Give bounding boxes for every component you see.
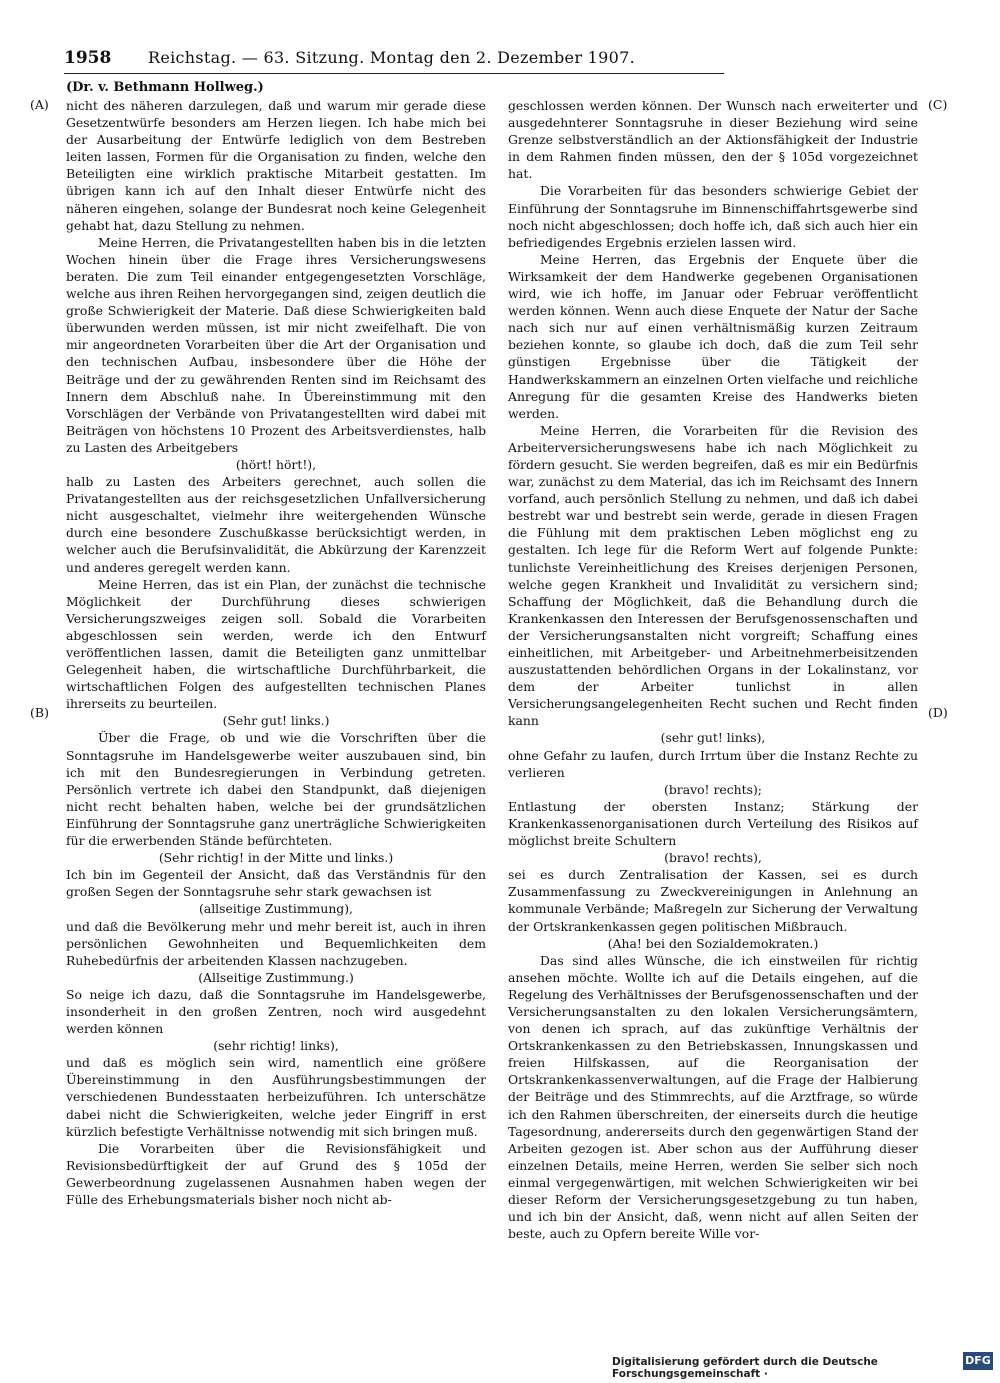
paragraph: und daß die Bevölkerung mehr und mehr bereit ist, auch in ihren persönlichen Gewohnheiten und Bequemlichkeiten dem Ruhebedürfnis der arbeitenden Klassen nachzugeben. (66, 918, 486, 968)
right-column (508, 97, 918, 1242)
paragraph: und daß es möglich sein wird, namentlich eine größere Übereinstimmung in den Ausführungsbestimmungen der verschiedenen Bundesstaaten herbeizuführen. Ich unterschätze dabei nicht die Schwierigkeiten, welche jeder Eingriff in erst kürzlich befestigte Verhältnisse notwendig mit sich bringen muß. (66, 1055, 486, 1139)
paragraph: nicht des näheren darzulegen, daß und warum mir gerade diese Gesetzentwürfe besonders am Herzen liegen. Ich habe mich bei der Ausarbeitung der Entwürfe lediglich von dem Bestreben leiten lassen, Formen für die Organisation zu finden, welche den Beteiligten eine wirklich praktische Mitarbeit gestatten. Im übrigen kann ich auf den Inhalt dieser Entwürfe nicht des näheren eingehen, solange der Bundesrat noch keine Gelegenheit gehabt hat, dazu Stellung zu nehmen. (66, 98, 486, 233)
speaker-label: (Dr. v. Bethmann Hollweg.) (66, 80, 264, 95)
dfg-logo: DFG (963, 1352, 993, 1370)
running-title: Reichstag. — 63. Sitzung. Montag den 2. Dezember 1907. (148, 48, 635, 67)
interjection: (bravo! rechts), (664, 850, 762, 866)
interjection: (sehr gut! links), (660, 730, 766, 746)
paragraph: Meine Herren, die Privatangestellten haben bis in die letzten Wochen hinein über die Frage ihres Versicherungswesens beraten. Die zum Teil einander entgegengesetzten Vorschläge, welche aus ihren Reihen hervorgegangen sind, zeigen deutlich die große Schwierigkeit der Materie. Daß diese Schwierigkeiten bald überwunden werden müssen, ist mir nicht zweifelhaft. Die von mir angeordneten Vorarbeiten über die Art der Organisation und den technischen Aufbau, insbesondere über die Höhe der Beiträge und der zu gewährenden Renten sind im Reichsamt des Innern dem Abschluß nahe. In Übereinstimmung mit den Vorschlägen der Verbände von Privatangestellten wird dabei mit Beiträgen von höchstens 10 Prozent des Arbeitsverdienstes, halb zu Lasten des Arbeitgebers (66, 234, 486, 455)
digitization-credit: Digitalisierung gefördert durch die Deutsche Forschungsgemeinschaft · (612, 1356, 878, 1380)
paragraph: Die Vorarbeiten über die Revisionsfähigkeit und Revisionsbedürftigkeit der auf Grund des § 105d der Gewerbeordnung zugelassenen Ausnahmen haben wegen der Fülle des Erhebungsmaterials bisher noch nicht ab- (66, 1140, 486, 1207)
page-number: 1958 (64, 48, 112, 68)
left-column (66, 97, 486, 1208)
paragraph: Meine Herren, das ist ein Plan, der zunächst die technische Möglichkeit der Durchführung dieses schwierigen Versicherungszweiges zeigen soll. Sobald die Vorarbeiten abgeschlossen sein werden, werde ich den Entwurf veröffentlichen lassen, damit die Beteiligten ganz unmittelbar Gelegenheit haben, die wirtschaftliche Durchführbarkeit, die wirtschaftlichen Folgen des aufgestellten technischen Planes ihrerseits zu beurteilen. (66, 576, 486, 712)
paragraph: Meine Herren, das Ergebnis der Enquete über die Wirksamkeit der dem Handwerke gegebenen Organisationen wird, wie ich hoffe, im Januar oder Februar veröffentlicht werden können. Wenn auch diese Enquete der Natur der Sache nach sich nur auf einen verhältnismäßig kurzen Zeitraum beziehen konnte, so glaube ich doch, daß die zum Teil sehr günstigen Ergebnisse über die Tätigkeit der Handwerkskammern an einzelnen Orten vielfache und reichliche Anregung für die gesamten Kreise des Handwerks bieten werden. (508, 251, 918, 421)
header-rule (64, 73, 724, 74)
margin-marker-b: (B) (30, 705, 49, 720)
paragraph: Über die Frage, ob und wie die Vorschriften über die Sonntagsruhe im Handelsgewerbe weiter auszubauen sind, bin ich mit den Bundesregierungen in Verbindung getreten. Persönlich vertrete ich dabei den Standpunkt, daß diejenigen nicht recht behalten haben, welche bei der grundsätzlichen Einführung der Sonntagsruhe ganz unerträgliche Schwierigkeiten für die erwerbenden Stände befürchteten. (66, 730, 486, 849)
margin-marker-a: (A) (30, 97, 49, 112)
paragraph: Ich bin im Gegenteil der Ansicht, daß das Verständnis für den großen Segen der Sonntagsruhe sehr stark gewachsen ist (66, 867, 486, 900)
paragraph: sei es durch Zentralisation der Kassen, sei es durch Zusammenfassung zu Zweckvereinigungen in Anlehnung an kommunale Verbände; Maßregeln zur Sicherung der Verwaltung der Ortskrankenkassen gegen politischen Mißbrauch. (508, 867, 918, 934)
margin-marker-d: (D) (928, 705, 948, 720)
interjection: (Sehr gut! links.) (222, 713, 330, 729)
paragraph: ohne Gefahr zu laufen, durch Irrtum über die Instanz Rechte zu verlieren (508, 747, 918, 780)
interjection: (hört! hört!), (235, 456, 317, 472)
interjection: (Aha! bei den Sozialdemokraten.) (607, 935, 819, 951)
paragraph: So neige ich dazu, daß die Sonntagsruhe im Handelsgewerbe, insonderheit in den großen Zentren, noch wird ausgedehnt werden können (66, 986, 486, 1037)
paragraph: halb zu Lasten des Arbeiters gerechnet, auch sollen die Privatangestellten aus der reichsgesetzlichen Unfallversicherung nicht ausgeschaltet, vielmehr ihre weitergehenden Wünsche durch eine besondere Zuschußkasse berücksichtigt werden, in welcher auch die Berufsinvalidität, die Abkürzung der Karenzzeit und anderes geregelt werden kann. (66, 474, 486, 575)
paragraph: Die Vorarbeiten für das besonders schwierige Gebiet der Einführung der Sonntagsruhe im Binnenschiffahrtsgewerbe sind noch nicht abgeschlossen; doch hoffe ich, daß sich auch hier ein befriedigendes Ergebnis erzielen lassen wird. (508, 183, 918, 250)
page-header (64, 48, 724, 74)
interjection: (allseitige Zustimmung), (199, 901, 353, 917)
paragraph: Entlastung der obersten Instanz; Stärkung der Krankenkassenorganisationen durch Verteilung des Risikos auf möglichst breite Schultern (508, 798, 918, 849)
interjection: (Allseitige Zustimmung.) (198, 969, 354, 985)
paragraph: Das sind alles Wünsche, die ich einstweilen für richtig ansehen möchte. Wollte ich auf die Details eingehen, auf die Regelung des Verhältnisses der Berufsgenossenschaften und der Versicherungsanstalten zu den lokalen Versicherungsämtern, von denen ich sprach, auf das zukünftige Verhältnis der Ortskrankenkassen zu den Betriebskassen, Innungskassen und freien Hilfskassen, auf die Reorganisation der Ortskrankenkassenverwaltungen, auf die Frage der Halbierung der Beiträge und des Stimmrechts, auf die Arztfrage, so würde ich den Rahmen überschreiten, der einerseits durch die heutige Tagesordnung, andererseits durch den gegenwärtigen Stand der Arbeiten gezogen ist. Aber schon aus der Aufführung dieser einzelnen Details, meine Herren, werden Sie selber sich noch einmal vergegenwärtigen, mit welchen Schwierigkeiten wir bei dieser Reform der Versicherungsgesetzgebung zu tun haben, und ich bin der Ansicht, daß, wenn nicht auf allen Seiten der beste, auch zu Opfern bereite Wille vor- (508, 952, 918, 1242)
margin-marker-c: (C) (928, 97, 948, 112)
paragraph: geschlossen werden können. Der Wunsch nach erweiterter und ausgedehnterer Sonntagsruhe in dieser Beziehung wird seine Grenze selbstverständlich an der Aktionsfähigkeit der Industrie in dem Rahmen finden müssen, den der § 105d vorgezeichnet hat. (508, 98, 918, 182)
interjection: (bravo! rechts); (664, 781, 762, 797)
interjection: (sehr richtig! links), (213, 1038, 339, 1054)
interjection: (Sehr richtig! in der Mitte und links.) (158, 850, 394, 866)
paragraph: Meine Herren, die Vorarbeiten für die Revision des Arbeiterversicherungswesens habe ich nach Möglichkeit zu fördern gesucht. Sie werden begreifen, daß es mir ein Bedürfnis war, zunächst zu dem Material, das ich im Reichsamt des Innern vorfand, auch persönlich Stellung zu nehmen, und daß ich dabei bestrebt war und bestrebt sein werde, gerade in diesen Fragen die Fühlung mit dem praktischen Leben möglichst eng zu gestalten. Ich lege für die Reform Wert auf folgende Punkte: tunlichste Vereinheitlichung des Kreises derjenigen Personen, welche gegen Krankheit und Invalidität zu versichern sind; Schaffung der Möglichkeit, daß die Behandlung durch die Krankenkassen den Interessen der Berufsgenossenschaften und der Versicherungsanstalten nicht vorgreift; Schaffung eines einheitlichen, mit Arbeitgeber- und Arbeitnehmerbeisitzenden auszustattenden behördlichen Organs in der Lokalinstanz, vor dem der Arbeiter tunlichst in allen Versicherungsangelegenheiten Recht suchen und Recht finden kann (508, 422, 918, 729)
